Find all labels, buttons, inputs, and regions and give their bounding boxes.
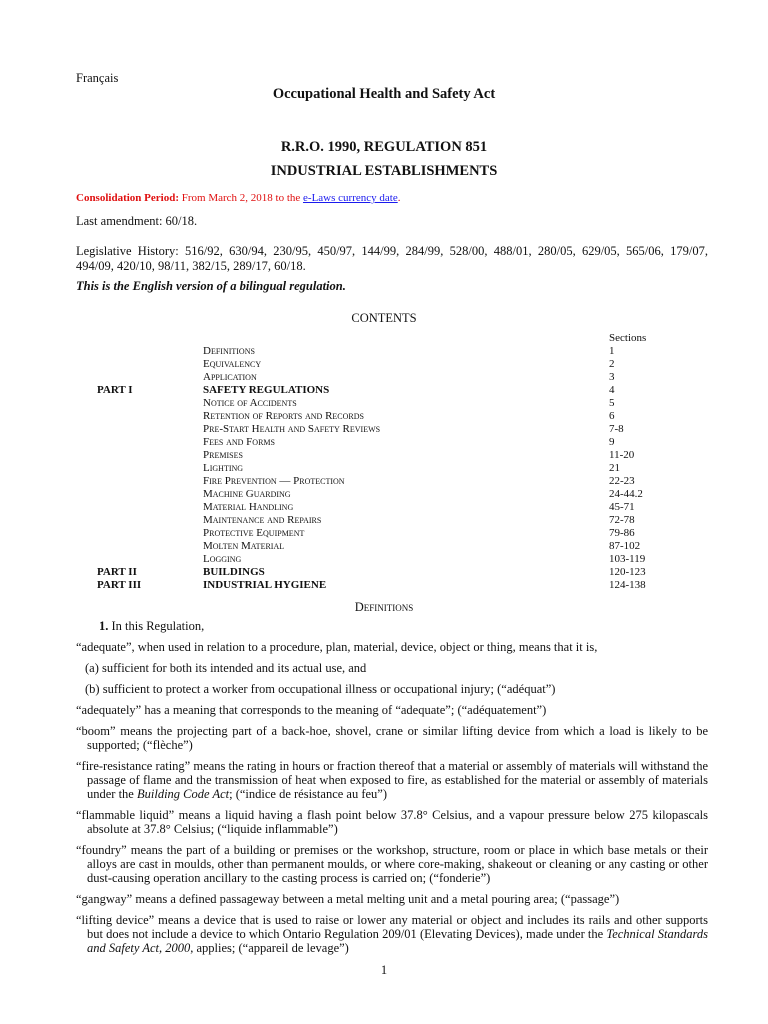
toc-part-label: PART III: [97, 579, 142, 591]
toc-row: [0, 514, 768, 527]
toc-title[interactable]: Notice of Accidents: [203, 397, 297, 409]
fire-text-a: “fire-resistance rating” means the rating in hours or fraction thereof that a material or assembly of materials will withstand the passage of flame and the transmission of heat when exposed to fire, as established for the material or assembly of materials under the: [76, 759, 708, 801]
toc-row: [0, 397, 768, 410]
definition-fire-resistance: [76, 759, 708, 801]
definition-adequately: “adequately” has a meaning that corresponds to the meaning of “adequate”; (“adéquatement”): [76, 703, 547, 717]
toc-row: [0, 345, 768, 358]
definition-flammable-liquid: “flammable liquid” means a liquid having a flash point below 37.8° Celsius, and a vapour pressure below 275 kilopascals absolute at 37.8° Celsius; (“liquide inflammable”): [76, 808, 708, 836]
toc-sections: 120-123: [609, 566, 646, 578]
definitions-heading: Definitions: [354, 600, 414, 614]
toc-title[interactable]: Pre-Start Health and Safety Reviews: [203, 423, 381, 435]
toc-sections: 21: [609, 462, 620, 474]
contents-heading: CONTENTS: [351, 311, 417, 325]
consolidation-text: From March 2, 2018 to the: [178, 192, 304, 204]
toc-sections: 6: [609, 410, 615, 422]
toc-row: [0, 462, 768, 475]
francais-link[interactable]: Français: [76, 71, 119, 85]
legislative-history: Legislative History: 516/92, 630/94, 230/95, 450/97, 144/99, 284/99, 528/00, 488/01, 280/05, 629/05, 565/06, 179/07, 494/09, 420/10, 98/11, 382/15, 289/17, 60/18.: [76, 244, 708, 273]
toc-title[interactable]: Definitions: [203, 345, 255, 357]
clause-a: (a) sufficient for both its intended and its actual use, and: [85, 661, 367, 675]
toc-title[interactable]: BUILDINGS: [203, 566, 265, 578]
building-code-act-ref: Building Code Act: [136, 787, 230, 801]
toc-part-label: PART I: [97, 384, 133, 396]
toc-sections: 4: [609, 384, 615, 396]
toc-row: [0, 475, 768, 488]
toc-title[interactable]: Logging: [203, 553, 242, 565]
toc-title[interactable]: Maintenance and Repairs: [203, 514, 322, 526]
toc-sections: 3: [609, 371, 615, 383]
toc-row: [0, 384, 768, 397]
section-1-intro: [76, 619, 708, 633]
toc-row: [0, 488, 768, 501]
elaws-currency-link[interactable]: e-Laws currency date: [303, 192, 398, 204]
toc-sections: 7-8: [609, 423, 624, 435]
toc-sections: 22-23: [609, 475, 635, 487]
toc-sections: 1: [609, 345, 615, 357]
toc-sections: 103-119: [609, 553, 646, 565]
toc-sections: 9: [609, 436, 615, 448]
section-intro-text: In this Regulation,: [108, 619, 205, 633]
toc-row: [0, 553, 768, 566]
regulation-subtitle: INDUSTRIAL ESTABLISHMENTS: [270, 163, 498, 179]
consolidation-period: [76, 192, 400, 204]
toc-title[interactable]: Fees and Forms: [203, 436, 275, 448]
toc-title[interactable]: Retention of Reports and Records: [203, 410, 364, 422]
definition-boom: “boom” means the projecting part of a back-hoe, shovel, crane or similar lifting device from which a load is likely to be supported; (“flèche”): [76, 724, 708, 752]
toc-row: [0, 371, 768, 384]
lifting-text-b: , applies; (“appareil de levage”): [190, 941, 349, 955]
consolidation-end: .: [397, 192, 401, 204]
definition-adequate: “adequate”, when used in relation to a procedure, plan, material, device, object or thing, means that it is,: [76, 640, 598, 654]
toc-title[interactable]: Protective Equipment: [203, 527, 305, 539]
definition-gangway: “gangway” means a defined passageway between a metal melting unit and a metal pouring area; (“passage”): [76, 892, 620, 906]
regulation-title: R.R.O. 1990, REGULATION 851: [280, 139, 488, 155]
toc-title[interactable]: Molten Material: [203, 540, 285, 552]
toc-part-label: PART II: [97, 566, 137, 578]
sections-heading: Sections: [609, 332, 647, 344]
toc-title[interactable]: SAFETY REGULATIONS: [203, 384, 330, 396]
toc-sections: 5: [609, 397, 615, 409]
toc-row: [0, 410, 768, 423]
toc-title[interactable]: Equivalency: [203, 358, 262, 370]
last-amendment: Last amendment: 60/18.: [76, 214, 198, 228]
toc-sections: 87-102: [609, 540, 641, 552]
definition-lifting-device: [76, 913, 708, 955]
toc-sections: 124-138: [609, 579, 646, 591]
toc-title[interactable]: INDUSTRIAL HYGIENE: [203, 579, 327, 591]
definition-foundry: “foundry” means the part of a building or premises or the workshop, structure, room or place in which base metals or their alloys are cast in moulds, other than permanent moulds, or where core-making, shakeout or cleaning or any casting or other dust-causing operation ancillary to the casting process is carried on; (“fonderie”): [76, 843, 708, 885]
toc-sections: 45-71: [609, 501, 635, 513]
toc-sections: 24-44.2: [609, 488, 643, 500]
toc-title[interactable]: Application: [203, 371, 257, 383]
toc-sections: 72-78: [609, 514, 635, 526]
toc-row: [0, 358, 768, 371]
toc-sections: 2: [609, 358, 615, 370]
toc-row: [0, 436, 768, 449]
toc-row: [0, 527, 768, 540]
toc-title[interactable]: Material Handling: [203, 501, 294, 513]
section-number: 1.: [99, 619, 109, 633]
toc-row: [0, 540, 768, 553]
toc-row: [0, 449, 768, 462]
lifting-text-a: “lifting device” means a device that is used to raise or lower any material or object and includes its rails and other supports but does not include a device to which Ontario Regulation 209/01 (Elevating Devices), made under the: [76, 913, 708, 941]
clause-b: (b) sufficient to protect a worker from occupational illness or occupational injury; (“adéquat”): [85, 682, 556, 696]
definitions-body: [76, 619, 708, 962]
toc-title[interactable]: Machine Guarding: [203, 488, 291, 500]
toc-title[interactable]: Premises: [203, 449, 243, 461]
toc-row: [0, 423, 768, 436]
bilingual-note: This is the English version of a bilingual regulation.: [76, 279, 346, 293]
toc-sections: 79-86: [609, 527, 635, 539]
toc-row: [0, 566, 768, 579]
tssa-ref: Technical Standards and Safety Act, 2000: [87, 927, 708, 955]
consolidation-label: Consolidation Period:: [76, 192, 179, 204]
toc-title[interactable]: Fire Prevention — Protection: [203, 475, 345, 487]
act-title: Occupational Health and Safety Act: [272, 86, 496, 102]
toc-row: [0, 501, 768, 514]
toc-sections: 11-20: [609, 449, 635, 461]
fire-text-b: ; (“indice de résistance au feu”): [229, 787, 388, 801]
toc-row: [0, 579, 768, 592]
toc-title[interactable]: Lighting: [203, 462, 244, 474]
page-number: 1: [380, 963, 388, 977]
